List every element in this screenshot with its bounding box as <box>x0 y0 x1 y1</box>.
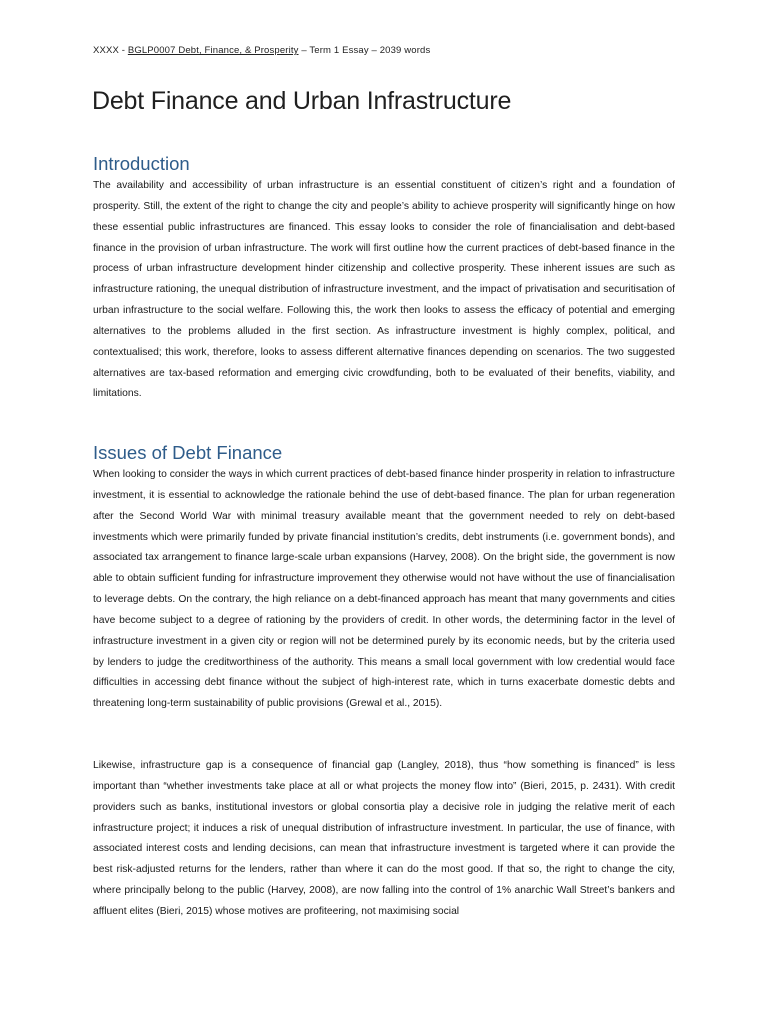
running-header <box>93 45 430 56</box>
header-prefix: XXXX - <box>93 45 128 56</box>
paragraph-introduction: The availability and accessibility of urban infrastructure is an essential constituent of citizen’s right and a foundation of prosperity. Still, the extent of the right to change the city and people’s ability to achieve prosperity will significantly hinge on how these essential public infrastructures are financed. This essay looks to consider the role of financialisation and debt-based finance in the provision of urban infrastructure. The work will first outline how the current practices of debt-based finance in the process of urban infrastructure development hinder citizenship and collective prosperity. These inherent issues are such as infrastructure rationing, the unequal distribution of infrastructure investment, and the impact of privatisation and securitisation of urban infrastructure to the social welfare. Following this, the work then looks to assess the efficacy of potential and emerging alternatives to the problems alluded in the first section. As infrastructure investment is highly complex, political, and contextualised; this work, therefore, looks to assess different alternative finances depending on scenarios. The two suggested alternatives are tax-based reformation and emerging civic crowdfunding, both to be evaluated of their benefits, viability, and limitations. <box>93 180 675 400</box>
document-title: Debt Finance and Urban Infrastructure <box>92 87 512 115</box>
paragraph-issues-1: When looking to consider the ways in which current practices of debt-based finance hinder prosperity in relation to infrastructure investment, it is essential to acknowledge the rationale behind the use of debt-based finance. The plan for urban regeneration after the Second World War with minimal treasury available meant that the government needed to rely on debt-based investments which were primarily funded by private financial institution’s credits, debt instruments (i.e. government bonds), and associated tax arrangement to finance large-scale urban expansions (Harvey, 2008). On the bright side, the government is now able to obtain sufficient funding for infrastructure improvement they otherwise would not have without the use of financialisation to leverage debts. On the contrary, the high reliance on a debt-financed approach has meant that many governments and cities have become subject to a degree of rationing by the providers of credit. In other words, the determining factor in the level of infrastructure investment in a given city or region will not be determined purely by its economic needs, but by the criteria used by lenders to judge the creditworthiness of the authority. This means a small local government with low credential would face difficulties in accessing debt finance without the subject of high-interest rate, which in turns exacerbate domestic debts and threatening long-term sustainability of public provisions (Grewal et al., 2015). <box>93 469 675 710</box>
section-heading-issues-of-debt-finance: Issues of Debt Finance <box>93 442 283 463</box>
section-heading-introduction: Introduction <box>93 153 190 174</box>
header-suffix: – Term 1 Essay – 2039 words <box>298 45 431 56</box>
paragraph-issues-2: Likewise, infrastructure gap is a consequence of financial gap (Langley, 2018), thus “how something is financed” is less important than “whether investments take place at all or what projects the money flow into” (Bieri, 2015, p. 2431). With credit providers such as banks, institutional investors or global consortia play a decisive role in judging the relative merit of each infrastructure project; it induces a risk of unequal distribution of infrastructure investment. In particular, the use of finance, with associated interest costs and lending decisions, can mean that infrastructure investment is targeted where it can provide the best risk-adjusted returns for the lenders, rather than where it can do the most good. If that so, the right to change the city, where principally belong to the public (Harvey, 2008), are now falling into the control of 1% anarchic Wall Street’s bankers and affluent elites (Bieri, 2015) whose motives are profiteering, not maximising social <box>93 760 675 917</box>
course-code-link: BGLP0007 Debt, Finance, & Prosperity <box>127 45 299 56</box>
